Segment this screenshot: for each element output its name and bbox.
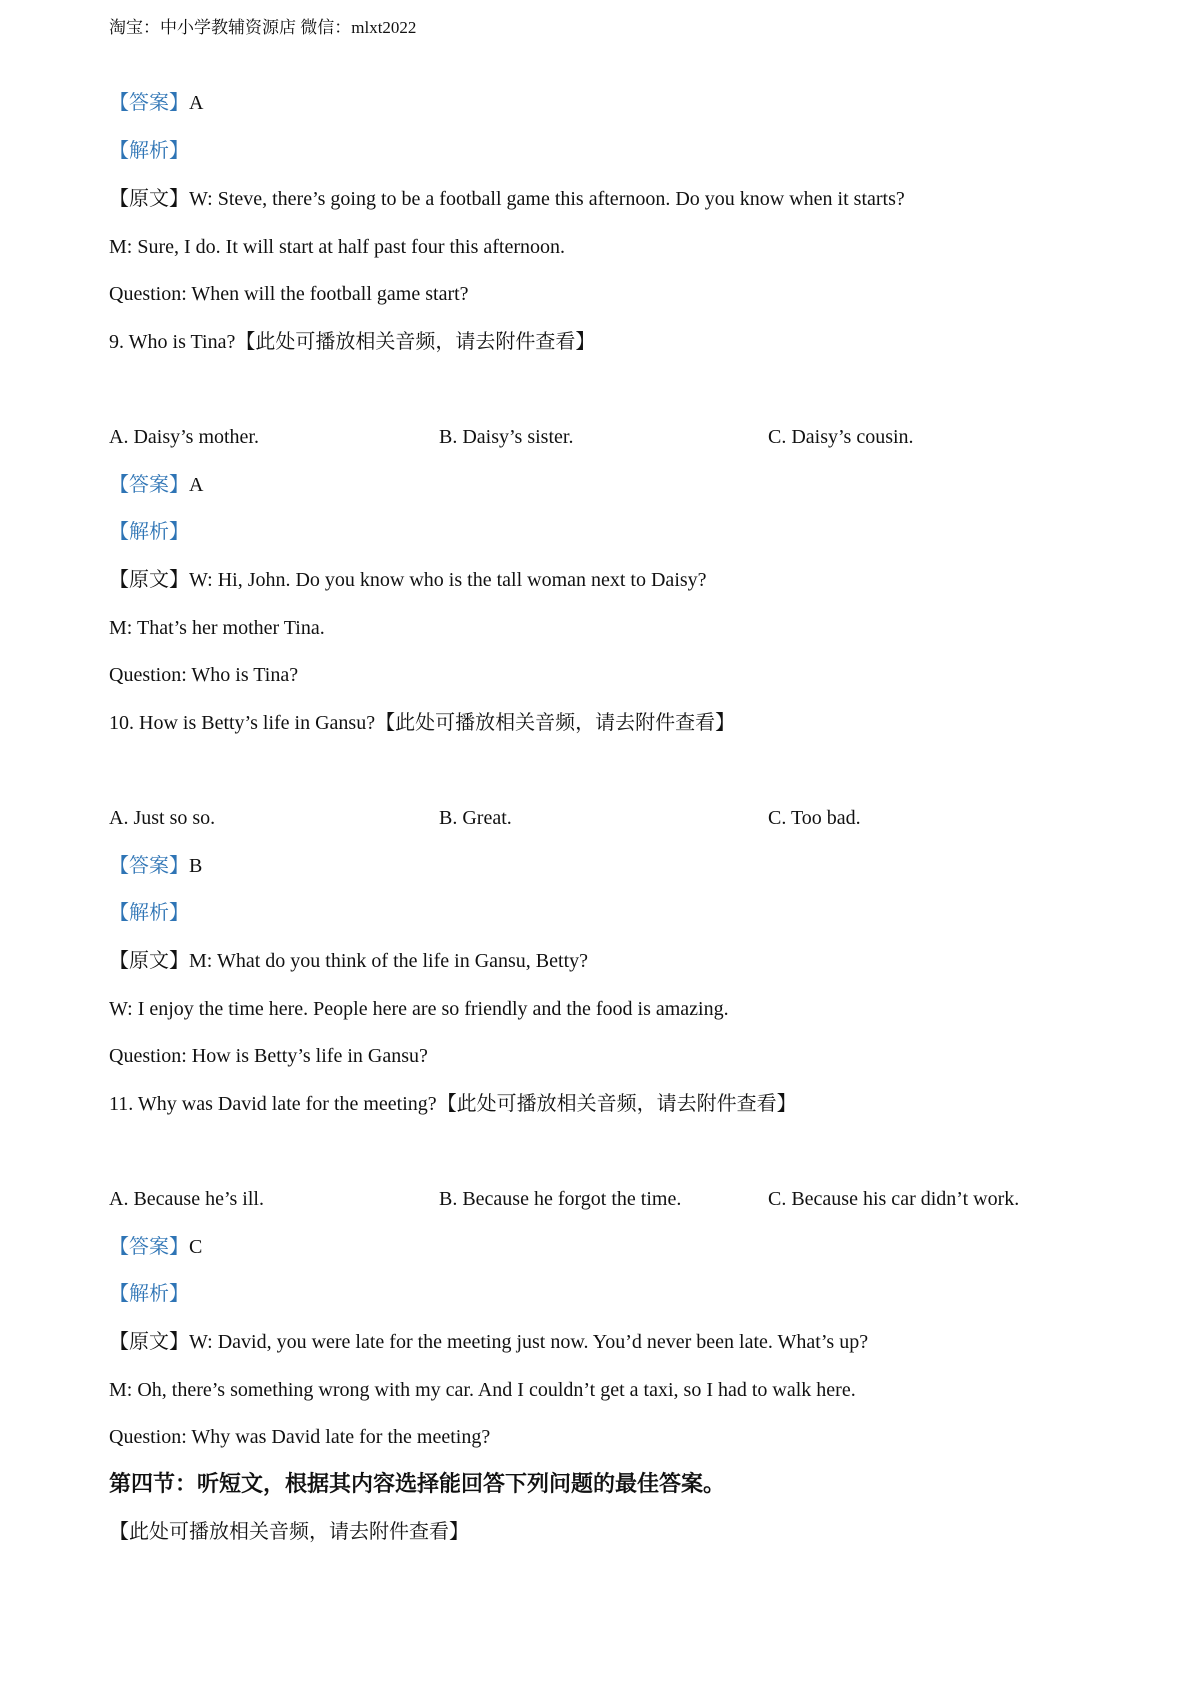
question-text: 11. Why was David late for the meeting? [109, 1093, 437, 1115]
transcript-line: M: That’s her mother Tina. [109, 617, 325, 639]
transcript-text: W: Hi, John. Do you know who is the tall woman next to Daisy? [189, 569, 707, 591]
analysis-label: 【解析】 [109, 521, 189, 543]
transcript-line: W: I enjoy the time here. People here are so friendly and the food is amazing. [109, 998, 729, 1020]
transcript-text: W: Steve, there’s going to be a football game this afternoon. Do you know when it starts? [189, 188, 905, 210]
answer-value: A [189, 474, 204, 496]
answer-label: 【答案】 [109, 855, 189, 877]
transcript-line [109, 566, 707, 594]
answer-value: B [189, 855, 203, 877]
audio-note: 【此处可播放相关音频，请去附件查看】 [235, 331, 596, 353]
answer-value: C [189, 1236, 203, 1258]
transcript-question: Question: Why was David late for the meeting? [109, 1426, 491, 1448]
question-text: 9. Who is Tina? [109, 331, 236, 353]
option-a: A. Because he’s ill. [109, 1188, 264, 1210]
original-label: 【原文】 [109, 1331, 189, 1353]
section-title: 第四节：听短文，根据其内容选择能回答下列问题的最佳答案。 [109, 1471, 726, 1496]
analysis-label: 【解析】 [109, 140, 189, 162]
transcript-question: Question: How is Betty’s life in Gansu? [109, 1045, 428, 1067]
question-q9 [109, 328, 595, 356]
option-b: B. Daisy’s sister. [439, 426, 574, 448]
transcript-line [109, 185, 905, 213]
question-text: 10. How is Betty’s life in Gansu? [109, 712, 376, 734]
audio-note: 【此处可播放相关音频，请去附件查看】 [436, 1093, 797, 1115]
audio-note: 【此处可播放相关音频，请去附件查看】 [109, 1521, 469, 1543]
transcript-line: M: Oh, there’s something wrong with my car. And I couldn’t get a taxi, so I had to walk here. [109, 1379, 856, 1401]
transcript-text: W: David, you were late for the meeting just now. You’d never been late. What’s up? [189, 1331, 869, 1353]
question-q10 [109, 709, 735, 737]
analysis-label: 【解析】 [109, 1283, 189, 1305]
answer-line-q10 [109, 852, 202, 880]
option-b: B. Great. [439, 807, 512, 829]
answer-label: 【答案】 [109, 1236, 189, 1258]
answer-value: A [189, 92, 204, 114]
transcript-line [109, 947, 588, 975]
option-c: C. Because his car didn’t work. [768, 1188, 1020, 1210]
original-label: 【原文】 [109, 188, 189, 210]
answer-label: 【答案】 [109, 92, 189, 114]
analysis-label: 【解析】 [109, 902, 189, 924]
option-a: A. Daisy’s mother. [109, 426, 259, 448]
answer-line-q8 [109, 89, 203, 117]
transcript-question: Question: When will the football game start? [109, 283, 469, 305]
transcript-question: Question: Who is Tina? [109, 664, 299, 686]
audio-note: 【此处可播放相关音频，请去附件查看】 [375, 712, 736, 734]
transcript-line [109, 1328, 868, 1356]
option-b: B. Because he forgot the time. [439, 1188, 682, 1210]
page-header: 淘宝：中小学教辅资源店 微信：mlxt2022 [109, 18, 417, 37]
option-a: A. Just so so. [109, 807, 216, 829]
original-label: 【原文】 [109, 569, 189, 591]
option-c: C. Too bad. [768, 807, 861, 829]
transcript-line: M: Sure, I do. It will start at half past four this afternoon. [109, 236, 566, 258]
answer-label: 【答案】 [109, 474, 189, 496]
question-q11 [109, 1090, 797, 1118]
transcript-text: M: What do you think of the life in Gansu, Betty? [189, 950, 589, 972]
answer-line-q11 [109, 1233, 202, 1261]
answer-line-q9 [109, 471, 203, 499]
original-label: 【原文】 [109, 950, 189, 972]
option-c: C. Daisy’s cousin. [768, 426, 914, 448]
